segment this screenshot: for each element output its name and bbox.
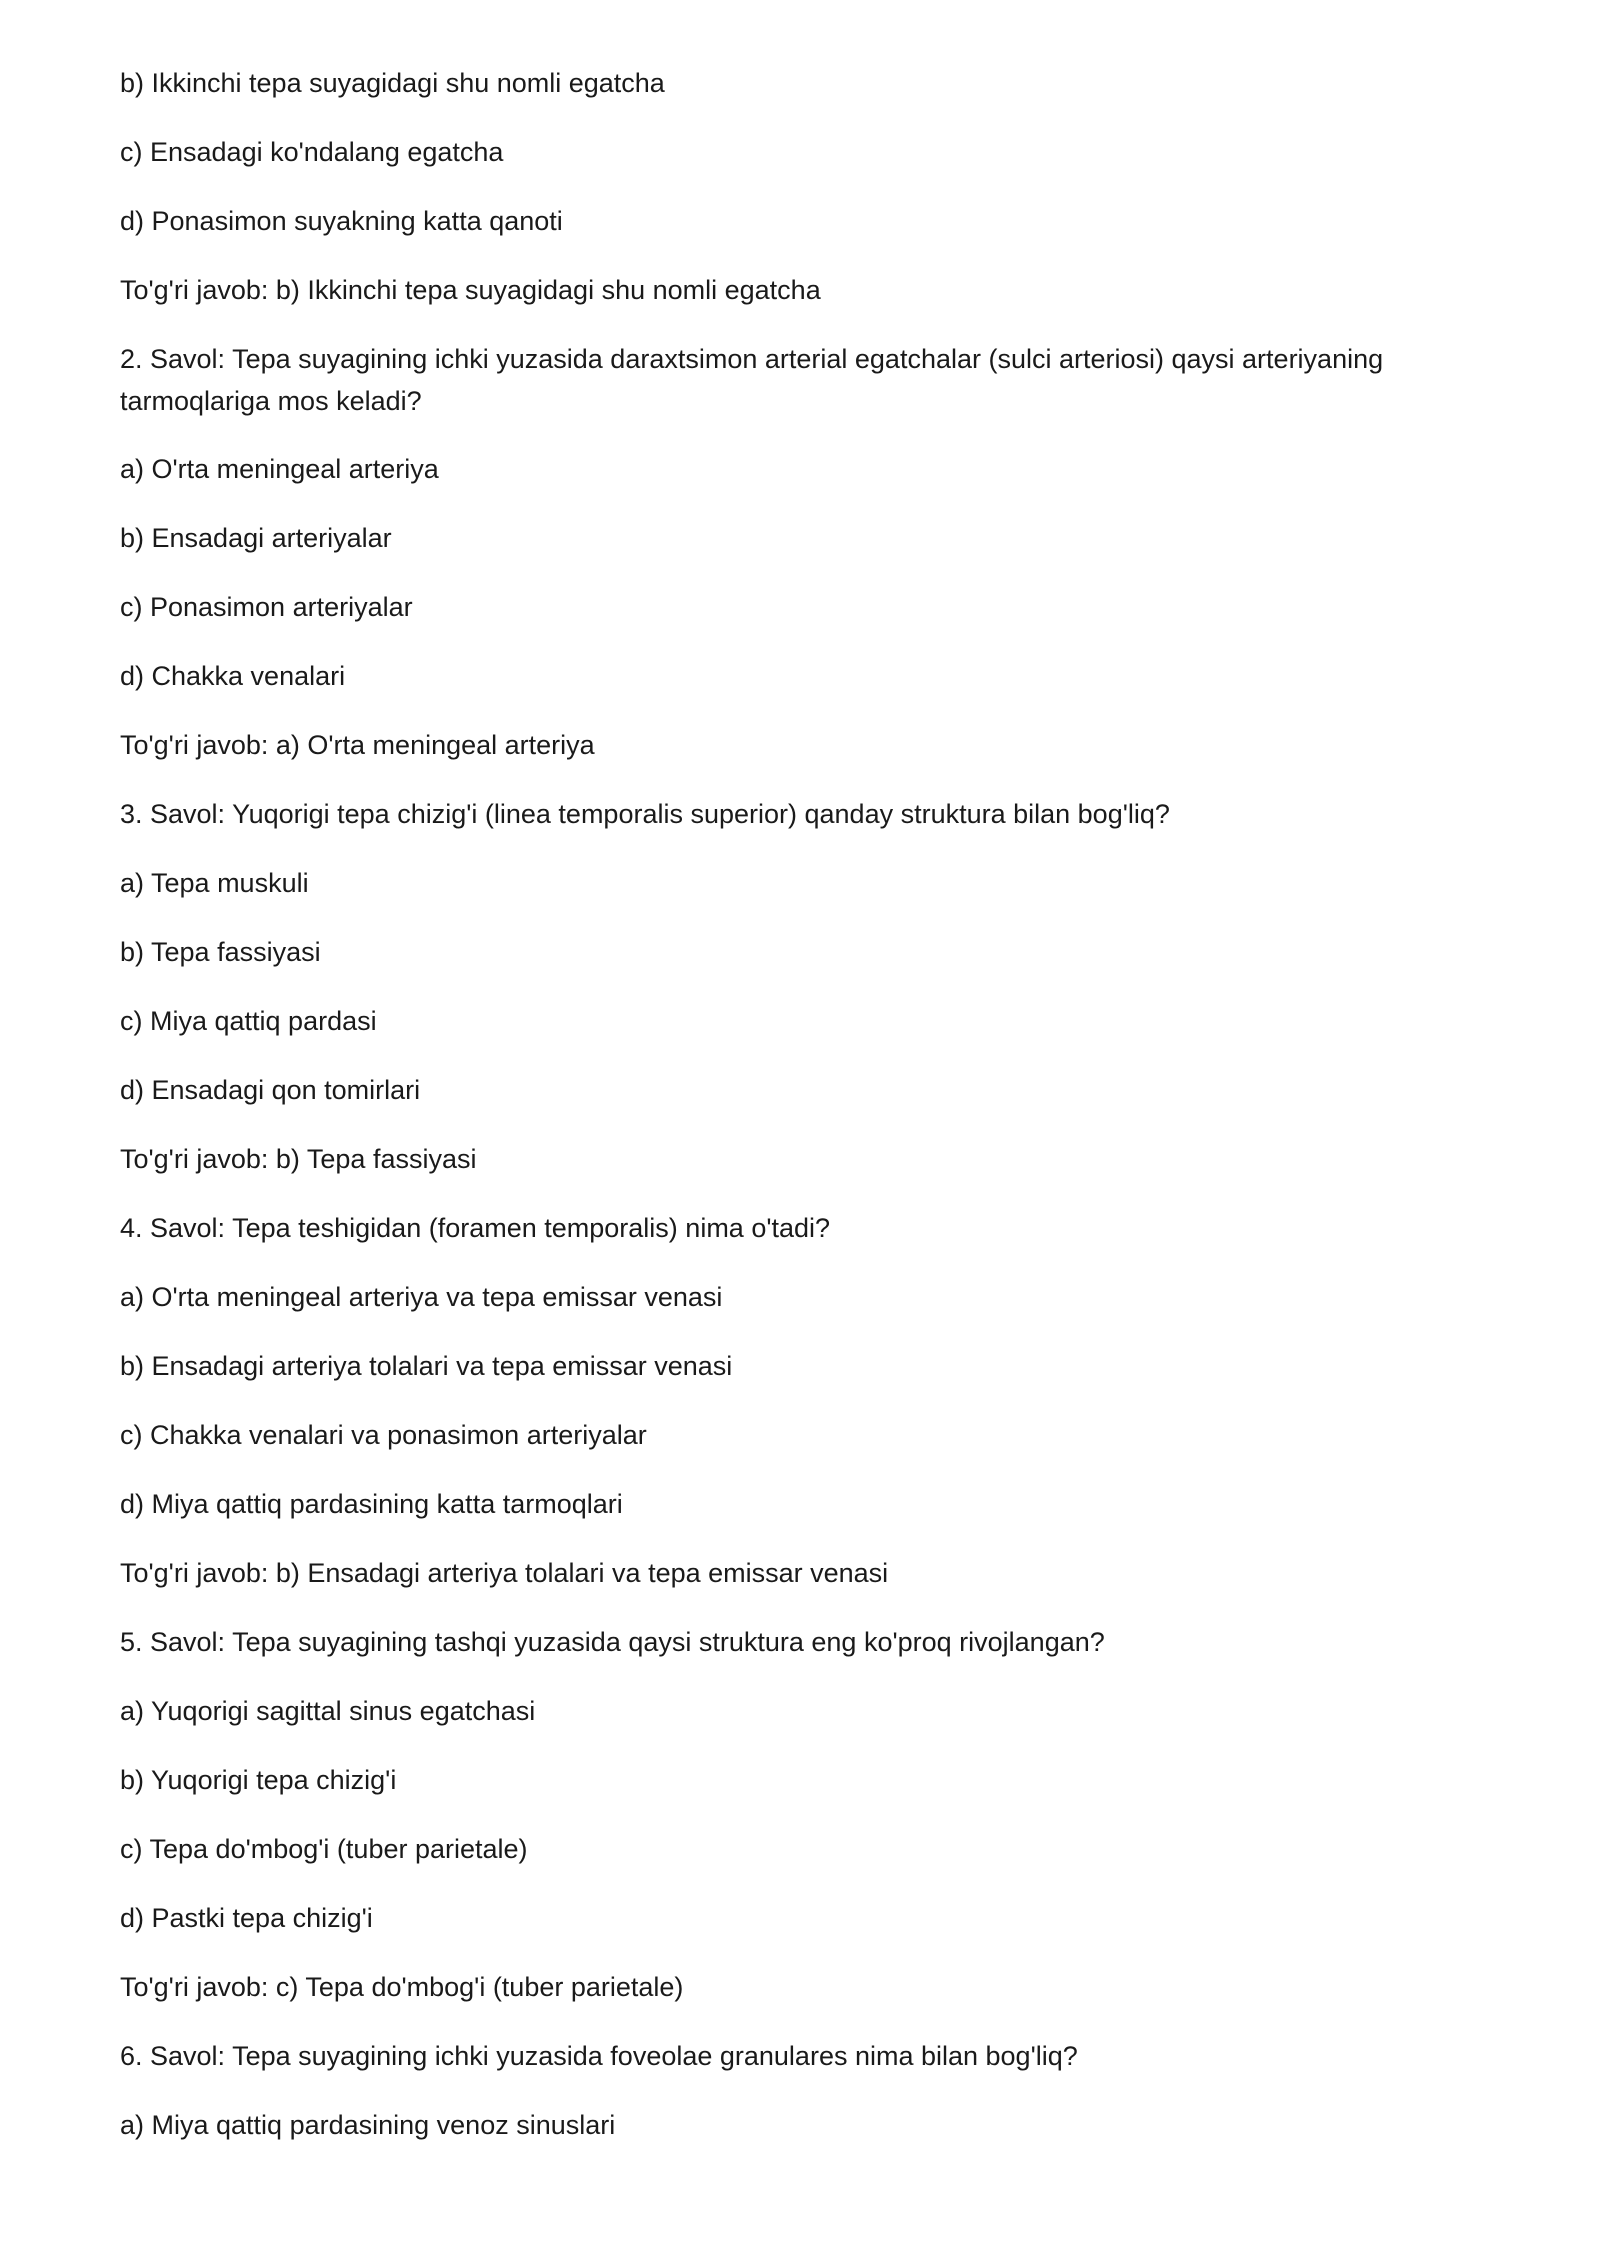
document-body (120, 62, 1420, 2173)
answer-option: b) Ensadagi arteriyalar (120, 523, 392, 553)
answer-option: b) Ensadagi arteriya tolalari va tepa emissar venasi (120, 1351, 733, 1381)
question-text: 2. Savol: Tepa suyagining ichki yuzasida daraxtsimon arterial egatchalar (sulci arteriosi) qaysi arteriyaning tarmoqlariga mos keladi? (120, 344, 1384, 416)
answer-option: c) Tepa do'mbog'i (tuber parietale) (120, 1834, 528, 1864)
answer-option: d) Ponasimon suyakning katta qanoti (120, 206, 563, 236)
answer-option: c) Miya qattiq pardasi (120, 1006, 377, 1036)
answer-option: a) Tepa muskuli (120, 868, 309, 898)
answer-option: c) Ensadagi ko'ndalang egatcha (120, 137, 504, 167)
answer-option: b) Yuqorigi tepa chizig'i (120, 1765, 397, 1795)
correct-answer: To'g'ri javob: c) Tepa do'mbog'i (tuber parietale) (120, 1972, 684, 2002)
answer-option: b) Ikkinchi tepa suyagidagi shu nomli egatcha (120, 68, 665, 98)
question-text: 4. Savol: Tepa teshigidan (foramen temporalis) nima o'tadi? (120, 1213, 831, 1243)
answer-option: d) Pastki tepa chizig'i (120, 1903, 373, 1933)
correct-answer: To'g'ri javob: a) O'rta meningeal arteriya (120, 730, 595, 760)
answer-option: d) Chakka venalari (120, 661, 346, 691)
question-text: 3. Savol: Yuqorigi tepa chizig'i (linea temporalis superior) qanday struktura bilan bog'liq? (120, 799, 1170, 829)
question-text: 6. Savol: Tepa suyagining ichki yuzasida foveolae granulares nima bilan bog'liq? (120, 2041, 1078, 2071)
question-text: 5. Savol: Tepa suyagining tashqi yuzasida qaysi struktura eng ko'proq rivojlangan? (120, 1627, 1105, 1657)
correct-answer: To'g'ri javob: b) Ensadagi arteriya tolalari va tepa emissar venasi (120, 1558, 889, 1588)
answer-option: d) Ensadagi qon tomirlari (120, 1075, 421, 1105)
correct-answer: To'g'ri javob: b) Ikkinchi tepa suyagidagi shu nomli egatcha (120, 275, 821, 305)
answer-option: a) O'rta meningeal arteriya va tepa emissar venasi (120, 1282, 723, 1312)
answer-option: a) Yuqorigi sagittal sinus egatchasi (120, 1696, 536, 1726)
answer-option: c) Chakka venalari va ponasimon arteriyalar (120, 1420, 647, 1450)
answer-option: b) Tepa fassiyasi (120, 937, 321, 967)
correct-answer: To'g'ri javob: b) Tepa fassiyasi (120, 1144, 477, 1174)
answer-option: a) O'rta meningeal arteriya (120, 454, 439, 484)
answer-option: d) Miya qattiq pardasining katta tarmoqlari (120, 1489, 623, 1519)
answer-option: c) Ponasimon arteriyalar (120, 592, 413, 622)
answer-option: a) Miya qattiq pardasining venoz sinuslari (120, 2110, 616, 2140)
